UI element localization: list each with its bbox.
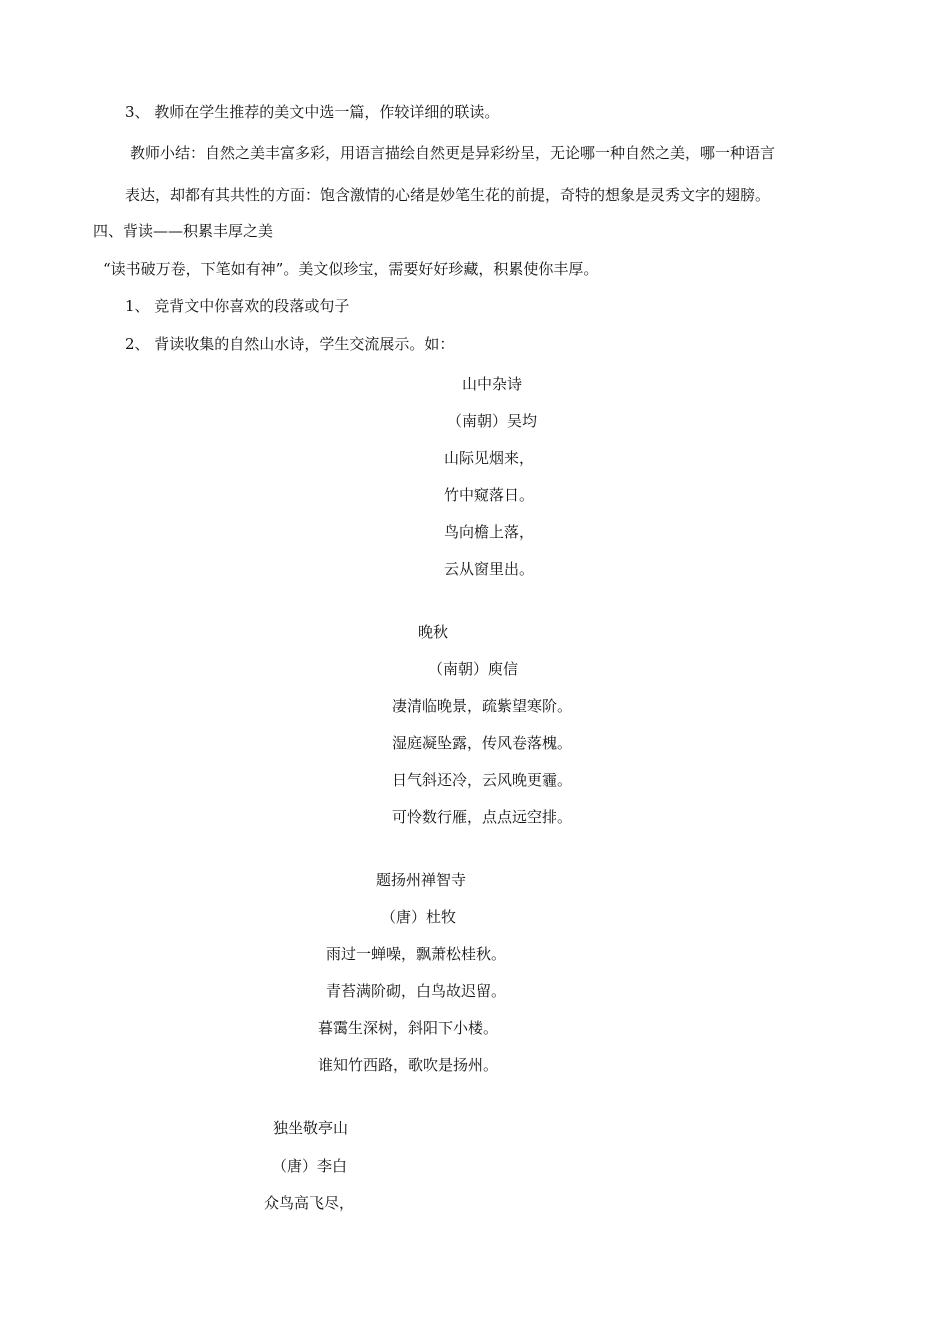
poem-line: 谁知竹西路，歌吹是扬州。 xyxy=(318,1056,499,1074)
poem-line: 鸟向檐上落， xyxy=(443,523,535,541)
poem-line: 可怜数行雁，点点远空排。 xyxy=(392,808,573,826)
poem-title: 题扬州禅智寺 xyxy=(376,871,467,889)
poem-line: 众鸟高飞尽， xyxy=(264,1194,355,1212)
poem-author: （唐）李白 xyxy=(272,1157,348,1175)
poem-title: 独坐敬亭山 xyxy=(273,1119,349,1137)
section-four-item-1: 1、 竞背文中你喜欢的段落或句子 xyxy=(125,297,350,315)
poem-line: 凄清临晚景，疏紫望寒阶。 xyxy=(392,697,573,715)
poem-line: 山际见烟来， xyxy=(443,449,535,467)
section-four-item-2: 2、 背读收集的自然山水诗，学生交流展示。如： xyxy=(125,335,455,353)
poem-author: （唐）杜牧 xyxy=(381,908,457,926)
poem-line: 湿庭凝坠露，传风卷落槐。 xyxy=(392,734,573,752)
poem-line: 青苔满阶砌，白鸟故迟留。 xyxy=(326,982,507,1000)
poem-line: 云从窗里出。 xyxy=(443,560,535,578)
section-four-quote: “读书破万卷，下笔如有神”。美文似珍宝，需要好好珍藏，积累使你丰厚。 xyxy=(103,260,599,278)
poem-line: 日气斜还冷，云风晚更霾。 xyxy=(392,771,573,789)
section-three-item: 3、 教师在学生推荐的美文中选一篇，作较详细的联读。 xyxy=(125,103,500,121)
poem-author: （南朝）吴均 xyxy=(446,412,538,430)
poem-title: 山中杂诗 xyxy=(461,375,523,393)
poem-title: 晚秋 xyxy=(418,623,449,641)
poem-line: 雨过一蝉噪，飘萧松桂秋。 xyxy=(326,945,507,963)
poem-author: （南朝）庾信 xyxy=(428,660,519,678)
summary-line-2: 表达，却都有其共性的方面：饱含激情的心绪是妙笔生花的前提，奇特的想象是灵秀文字的翅膀。 xyxy=(125,186,771,204)
summary-line-1: 教师小结：自然之美丰富多彩，用语言描绘自然更是异彩纷呈，无论哪一种自然之美，哪一种语言 xyxy=(130,144,776,162)
poem-line: 暮霭生深树，斜阳下小楼。 xyxy=(318,1019,499,1037)
poem-line: 竹中窥落日。 xyxy=(443,486,535,504)
section-four-heading: 四、背读——积累丰厚之美 xyxy=(93,222,274,240)
